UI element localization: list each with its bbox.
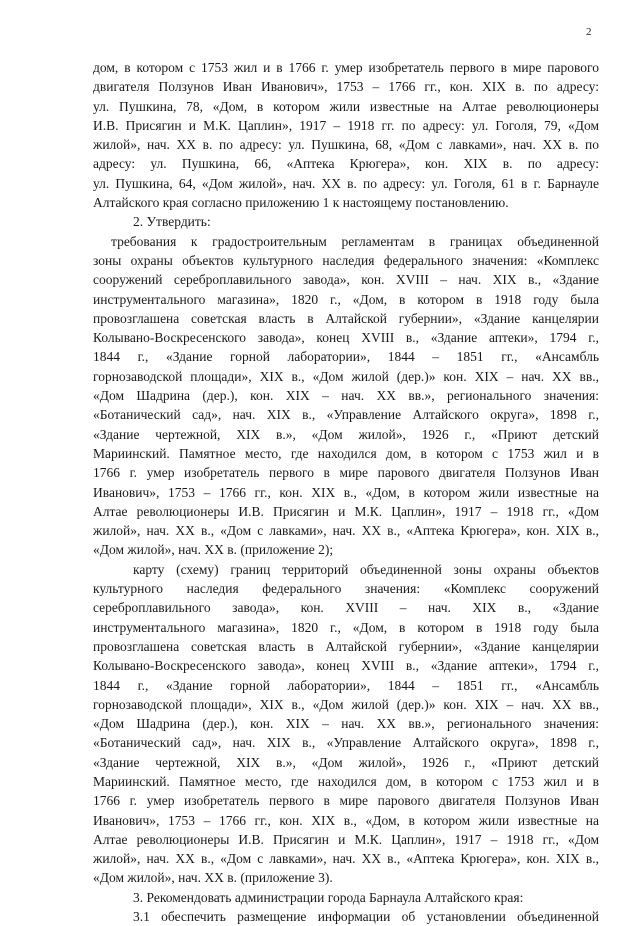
text-line: дом, в котором с 1753 жил и в 1766 г. умер изобретатель первого в мире парового bbox=[93, 60, 599, 75]
text-line: «Здание чертежной, XIX в.», «Дом жилой», 1926 г., «Приют детский bbox=[93, 754, 599, 770]
text-line: ул. Пушкина, 78, «Дом, в котором жили известные на Алтае революционеры bbox=[93, 98, 599, 114]
text-line: «Дом жилой», нач. XX в. (приложение 3). bbox=[93, 870, 333, 886]
text-line: инструментального магазина», 1820 г., «Дом, в котором в 1918 году была bbox=[93, 291, 599, 307]
text-line: «Дом Шадрина (дер.), кон. XIX – нач. XX вв.», регионального значения: bbox=[93, 716, 599, 732]
paragraph-approve bbox=[93, 212, 599, 231]
text-line: 1766 г. умер изобретатель первого в мире парового двигателя Ползунов Иван bbox=[93, 465, 599, 481]
text-line: Мариинский. Памятное место, где находился дом, в котором с 1753 жил и в bbox=[93, 445, 599, 461]
paragraph-map bbox=[93, 560, 599, 888]
text-line: жилой», нач. XX в., «Дом с лавками», нач. XX в., «Аптека Крюгера», кон. XIX в., bbox=[93, 523, 599, 539]
text-line: «Дом жилой», нач. XX в. (приложение 2); bbox=[93, 542, 334, 558]
paragraph-recommend bbox=[93, 888, 599, 907]
text-line: Алтае революционеры И.В. Присягин и М.К. Цаплин», 1917 – 1918 гг., «Дом bbox=[93, 831, 599, 847]
paragraph-requirements bbox=[93, 232, 599, 560]
text-line: сооружений сереброплавильного завода», кон. XVIII – нач. XIX в., «Здание bbox=[93, 272, 599, 288]
text-line: сереброплавильного завода», кон. XVIII – нач. XIX в., «Здание bbox=[93, 600, 599, 616]
section-heading: 2. Утвердить: bbox=[133, 214, 211, 230]
text-line: Иванович», 1753 – 1766 гг., кон. XIX в., «Дом, в котором жили известные на bbox=[93, 484, 599, 500]
text-line: провозглашена советская власть в Алтайской губернии», «Здание канцелярии bbox=[93, 638, 599, 654]
text-line: Алтайского края согласно приложению 1 к настоящему постановлению. bbox=[93, 195, 509, 211]
text-line: «Дом Шадрина (дер.), кон. XIX – нач. XX вв.», регионального значения: bbox=[93, 388, 599, 404]
text-line: карту (схему) границ территорий объединенной зоны охраны объектов bbox=[133, 561, 599, 577]
text-line: Алтае революционеры И.В. Присягин и М.К. Цаплин», 1917 – 1918 гг., «Дом bbox=[93, 503, 599, 519]
text-line: «Ботанический сад», нач. XIX в., «Управление Алтайского округа», 1898 г., bbox=[93, 407, 599, 423]
paragraph-3-1 bbox=[93, 907, 599, 926]
text-line: требования к градостроительным регламентам в границах объединенной bbox=[111, 233, 599, 249]
text-line: «Ботанический сад», нач. XIX в., «Управление Алтайского округа», 1898 г., bbox=[93, 735, 599, 751]
text-line: адресу: ул. Пушкина, 66, «Аптека Крюгера», кон. XIX в. по адресу: bbox=[93, 156, 599, 172]
text-line: Иванович», 1753 – 1766 гг., кон. XIX в., «Дом, в котором жили известные на bbox=[93, 812, 599, 828]
text-line: 1844 г., «Здание горной лаборатории», 1844 – 1851 гг., «Ансамбль bbox=[93, 349, 599, 365]
text-line: Колывано-Воскресенского завода», конец XVIII в., «Здание аптеки», 1794 г., bbox=[93, 658, 599, 674]
text-line: зоны охраны объектов культурного наследия федерального значения: «Комплекс bbox=[93, 252, 599, 268]
paragraph-intro bbox=[93, 58, 599, 212]
text-line: ул. Пушкина, 64, «Дом жилой», нач. XX в. по адресу: ул. Гоголя, 61 в г. Барнауле bbox=[93, 175, 599, 191]
text-line: горнозаводской площади», XIX в., «Дом жилой (дер.)» кон. XIX – нач. XX вв., bbox=[93, 368, 599, 384]
document-body bbox=[93, 58, 599, 926]
text-line: жилой», нач. XX в. по адресу: ул. Пушкина, 68, «Дом с лавками», нач. XX в. по bbox=[93, 137, 599, 153]
text-line: жилой», нач. XX в., «Дом с лавками», нач. XX в., «Аптека Крюгера», кон. XIX в., bbox=[93, 851, 599, 867]
text-line: инструментального магазина», 1820 г., «Дом, в котором в 1918 году была bbox=[93, 619, 599, 635]
page-number: 2 bbox=[586, 26, 592, 38]
text-line: 1766 г. умер изобретатель первого в мире парового двигателя Ползунов Иван bbox=[93, 793, 599, 809]
text-line: 3.1 обеспечить размещение информации об установлении объединенной bbox=[133, 909, 599, 925]
text-line: Колывано-Воскресенского завода», конец XVIII в., «Здание аптеки», 1794 г., bbox=[93, 330, 599, 346]
text-line: горнозаводской площади», XIX в., «Дом жилой (дер.)» кон. XIX – нач. XX вв., bbox=[93, 696, 599, 712]
text-line: двигателя Ползунов Иван Иванович», 1753 – 1766 гг., кон. XIX в. по адресу: bbox=[93, 79, 599, 95]
text-line: И.В. Присягин и М.К. Цаплин», 1917 – 1918 гг. по адресу: ул. Гоголя, 79, «Дом bbox=[93, 117, 599, 133]
text-line: Мариинский. Памятное место, где находился дом, в котором с 1753 жил и в bbox=[93, 773, 599, 789]
text-line: провозглашена советская власть в Алтайской губернии», «Здание канцелярии bbox=[93, 310, 599, 326]
section-heading: 3. Рекомендовать администрации города Барнаула Алтайского края: bbox=[133, 889, 524, 905]
text-line: 1844 г., «Здание горной лаборатории», 1844 – 1851 гг., «Ансамбль bbox=[93, 677, 599, 693]
text-line: культурного наследия федерального значения: «Комплекс сооружений bbox=[93, 581, 599, 597]
text-line: «Здание чертежной, XIX в.», «Дом жилой», 1926 г., «Приют детский bbox=[93, 426, 599, 442]
